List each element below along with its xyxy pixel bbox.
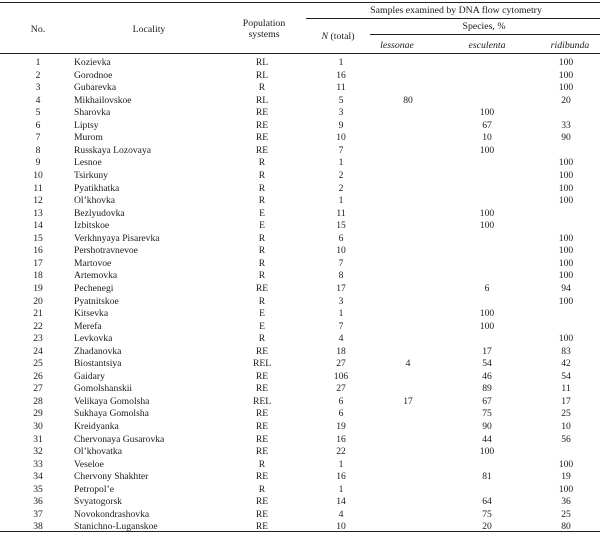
cell-n-total: 2 — [338, 182, 344, 194]
cell-no: 14 — [33, 220, 43, 232]
cell-n-total: 16 — [336, 69, 346, 81]
cell-locality: Tsirkuny — [74, 169, 108, 181]
cell-n-total: 7 — [338, 320, 344, 332]
cell-no: 32 — [33, 446, 43, 458]
cell-locality: Velikaya Gomolsha — [74, 395, 150, 407]
cell-system: R — [258, 245, 266, 257]
cell-system: RE — [255, 433, 269, 445]
cell-n-total: 19 — [336, 421, 346, 432]
cell-no: 13 — [33, 207, 43, 219]
cell-ridibunda: 100 — [558, 295, 574, 307]
cell-ridibunda: 100 — [558, 483, 574, 495]
cell-ridibunda: 11 — [561, 383, 571, 395]
cell-esculenta: 10 — [482, 132, 492, 144]
cell-n-total: 6 — [338, 232, 344, 244]
cell-n-total: 10 — [336, 521, 346, 533]
cell-no: 15 — [33, 232, 43, 244]
cell-locality: Ol’khovatka — [74, 446, 122, 458]
cell-locality: Bezlyudovka — [74, 207, 125, 219]
cell-no: 20 — [33, 295, 43, 307]
cell-ridibunda: 80 — [561, 521, 571, 533]
species-header-rule — [370, 34, 600, 35]
cell-esculenta: 100 — [479, 308, 495, 319]
cell-no: 5 — [35, 107, 41, 119]
cell-n-total: 27 — [336, 383, 346, 395]
cell-esculenta: 100 — [479, 107, 495, 119]
cell-locality: Verkhnyaya Pisarevka — [74, 232, 160, 244]
cell-n-total: 3 — [338, 107, 344, 119]
cell-esculenta: 64 — [482, 496, 492, 508]
cell-locality: Stanichno-Luganskoe — [74, 521, 158, 533]
cell-esculenta: 100 — [479, 144, 495, 156]
header-population-systems-line1: Population — [242, 18, 286, 29]
cell-ridibunda: 42 — [561, 358, 571, 370]
cell-ridibunda: 100 — [558, 169, 574, 181]
cell-ridibunda: 25 — [561, 408, 571, 420]
cell-no: 21 — [33, 308, 43, 319]
cell-ridibunda: 90 — [561, 132, 571, 144]
cell-no: 33 — [33, 458, 43, 470]
cell-n-total: 10 — [336, 132, 346, 144]
cell-no: 7 — [35, 132, 41, 144]
cell-esculenta: 100 — [479, 220, 495, 232]
cell-system: RE — [255, 282, 269, 294]
cell-ridibunda: 33 — [561, 119, 571, 131]
cell-locality: Chervony Shakhter — [74, 471, 149, 483]
cell-locality: Svyatogorsk — [74, 496, 122, 508]
cell-n-total: 3 — [338, 295, 344, 307]
cell-n-total: 16 — [336, 471, 346, 483]
cell-no: 3 — [35, 82, 41, 94]
cell-system: R — [258, 157, 266, 169]
cell-system: R — [258, 232, 266, 244]
cell-n-total: 27 — [336, 358, 346, 370]
cell-system: RE — [255, 508, 269, 520]
cell-system: RE — [255, 446, 269, 458]
cell-system: R — [258, 82, 266, 94]
cell-system: RL — [255, 94, 269, 106]
cell-locality: Martovoe — [74, 257, 112, 269]
cell-system: RE — [255, 408, 269, 420]
cell-no: 23 — [33, 333, 43, 345]
cell-no: 36 — [33, 496, 43, 508]
cell-locality: Levkovka — [74, 333, 113, 345]
cell-system: R — [258, 295, 266, 307]
cell-locality: Gaidary — [74, 370, 105, 382]
cell-no: 16 — [33, 245, 43, 257]
cell-esculenta: 17 — [482, 345, 492, 357]
cell-locality: Kreidyanka — [74, 421, 119, 432]
header-population-systems-line2: systems — [248, 29, 280, 40]
cell-ridibunda: 100 — [558, 270, 574, 282]
cell-ridibunda: 100 — [558, 333, 574, 345]
cell-n-total: 17 — [336, 282, 346, 294]
cell-no: 35 — [33, 483, 43, 495]
cell-no: 19 — [33, 282, 43, 294]
cell-esculenta: 67 — [482, 395, 492, 407]
cell-ridibunda: 100 — [558, 157, 574, 169]
cell-ridibunda: 19 — [561, 471, 571, 483]
cell-ridibunda: 100 — [558, 232, 574, 244]
cell-locality: Liptsy — [74, 119, 99, 131]
cell-system: R — [258, 270, 266, 282]
cell-system: E — [259, 308, 265, 319]
cell-no: 6 — [35, 119, 41, 131]
header-samples-title: Samples examined by DNA flow cytometry — [370, 5, 542, 16]
cell-esculenta: 90 — [482, 421, 492, 432]
cell-esculenta: 75 — [482, 508, 492, 520]
cell-n-total: 11 — [336, 82, 346, 94]
cell-ridibunda: 17 — [561, 395, 571, 407]
cell-no: 25 — [33, 358, 43, 370]
cell-locality: Murom — [74, 132, 103, 144]
cell-no: 22 — [33, 320, 43, 332]
cell-locality: Merefa — [74, 320, 102, 332]
cell-n-total: 6 — [338, 395, 344, 407]
cell-no: 9 — [35, 157, 41, 169]
cell-ridibunda: 100 — [558, 458, 574, 470]
cell-locality: Novokondrashovka — [74, 508, 150, 520]
cell-locality: Russkaya Lozovaya — [74, 144, 151, 156]
cell-esculenta: 6 — [484, 282, 490, 294]
cell-lessonae: 80 — [403, 94, 413, 106]
cell-ridibunda: 56 — [561, 433, 571, 445]
cell-no: 4 — [35, 94, 41, 106]
cell-esculenta: 54 — [482, 358, 492, 370]
cell-n-total: 5 — [338, 94, 344, 106]
cell-ridibunda: 100 — [558, 69, 574, 81]
cell-n-total: 7 — [338, 257, 344, 269]
cell-system: RE — [255, 496, 269, 508]
cell-n-total: 9 — [338, 119, 344, 131]
cell-system: RE — [255, 521, 269, 533]
cell-no: 10 — [33, 169, 43, 181]
cell-esculenta: 100 — [479, 207, 495, 219]
cell-no: 27 — [33, 383, 43, 395]
cell-n-total: 18 — [336, 345, 346, 357]
cell-system: E — [259, 320, 265, 332]
cell-no: 18 — [33, 270, 43, 282]
cell-esculenta: 100 — [479, 320, 495, 332]
cell-n-total: 1 — [338, 57, 344, 68]
cell-system: RE — [255, 471, 269, 483]
cell-n-total: 1 — [338, 483, 344, 495]
cell-system: R — [258, 483, 266, 495]
cell-ridibunda: 20 — [561, 94, 571, 106]
cell-n-total: 8 — [338, 270, 344, 282]
cell-ridibunda: 25 — [561, 508, 571, 520]
cell-system: REL — [252, 395, 272, 407]
cell-system: R — [258, 257, 266, 269]
cell-ridibunda: 100 — [558, 245, 574, 257]
cell-ridibunda: 83 — [561, 345, 571, 357]
cell-locality: Pershotravnevoe — [74, 245, 138, 257]
header-n-total-symbol: N — [321, 31, 329, 42]
cell-system: RE — [255, 132, 269, 144]
cell-esculenta: 20 — [482, 521, 492, 533]
cell-ridibunda: 94 — [561, 282, 571, 294]
header-ridibunda: ridibunda — [550, 40, 590, 51]
cell-no: 2 — [35, 69, 41, 81]
header-lessonae: lessonae — [380, 40, 414, 51]
cell-system: RE — [255, 107, 269, 119]
cell-ridibunda: 100 — [558, 195, 574, 207]
cell-locality: Chervonaya Gusarovka — [74, 433, 165, 445]
cell-ridibunda: 10 — [561, 421, 571, 432]
header-species-pct: Species, % — [462, 21, 506, 32]
cell-n-total: 4 — [338, 333, 344, 345]
header-esculenta: esculenta — [468, 40, 506, 51]
table-top-rule — [0, 2, 600, 3]
cell-locality: Gorodnoe — [74, 69, 113, 81]
cell-n-total: 106 — [333, 370, 349, 382]
cell-system: R — [258, 333, 266, 345]
cell-system: RE — [255, 370, 269, 382]
cell-locality: Veseloe — [74, 458, 104, 470]
cell-ridibunda: 100 — [558, 257, 574, 269]
cell-n-total: 1 — [338, 458, 344, 470]
cell-n-total: 1 — [338, 308, 344, 319]
cell-system: R — [258, 195, 266, 207]
cell-ridibunda: 36 — [561, 496, 571, 508]
cell-locality: Mikhailovskoe — [74, 94, 132, 106]
cell-ridibunda: 100 — [558, 182, 574, 194]
cell-system: RE — [255, 119, 269, 131]
cell-system: E — [259, 207, 265, 219]
cell-no: 38 — [33, 521, 43, 533]
cell-n-total: 15 — [336, 220, 346, 232]
cell-ridibunda: 54 — [561, 370, 571, 382]
cell-no: 12 — [33, 195, 43, 207]
cell-system: RL — [255, 57, 269, 68]
cell-system: R — [258, 169, 266, 181]
cell-no: 34 — [33, 471, 43, 483]
cell-locality: Pyatnitskoe — [74, 295, 119, 307]
header-locality: Locality — [132, 24, 166, 35]
samples-header-rule — [306, 18, 600, 19]
cell-locality: Sharovka — [74, 107, 111, 119]
header-no: No. — [30, 24, 46, 35]
cell-locality: Pyatikhatka — [74, 182, 120, 194]
cell-n-total: 1 — [338, 195, 344, 207]
cell-n-total: 10 — [336, 245, 346, 257]
cell-esculenta: 44 — [482, 433, 492, 445]
cell-n-total: 7 — [338, 144, 344, 156]
cell-esculenta: 89 — [482, 383, 492, 395]
cell-locality: Kozievka — [74, 57, 111, 68]
cell-system: RE — [255, 421, 269, 432]
cell-no: 26 — [33, 370, 43, 382]
header-n-total — [322, 31, 355, 42]
cell-lessonae: 17 — [403, 395, 413, 407]
cell-system: E — [259, 220, 265, 232]
cell-no: 8 — [35, 144, 41, 156]
cell-n-total: 4 — [338, 508, 344, 520]
cell-locality: Zhadanovka — [74, 345, 122, 357]
cell-locality: Sukhaya Gomolsha — [74, 408, 149, 420]
cell-n-total: 11 — [336, 207, 346, 219]
cell-system: R — [258, 458, 266, 470]
cell-esculenta: 46 — [482, 370, 492, 382]
cell-esculenta: 75 — [482, 408, 492, 420]
cell-ridibunda: 100 — [558, 82, 574, 94]
cell-n-total: 22 — [336, 446, 346, 458]
cell-system: RL — [255, 69, 269, 81]
cell-esculenta: 100 — [479, 446, 495, 458]
cell-locality: Lesnoe — [74, 157, 102, 169]
cell-esculenta: 81 — [482, 471, 492, 483]
cell-n-total: 6 — [338, 408, 344, 420]
cell-locality: Artemovka — [74, 270, 118, 282]
cell-no: 11 — [33, 182, 43, 194]
cell-locality: Gubarevka — [74, 82, 117, 94]
cell-locality: Izbitskoe — [74, 220, 110, 232]
cell-system: RE — [255, 144, 269, 156]
cell-ridibunda: 100 — [558, 57, 574, 68]
header-n-total-text: (total) — [330, 31, 355, 42]
cell-no: 30 — [33, 421, 43, 432]
cell-n-total: 14 — [336, 496, 346, 508]
cell-n-total: 1 — [338, 157, 344, 169]
cell-system: RE — [255, 383, 269, 395]
cell-no: 28 — [33, 395, 43, 407]
cell-no: 29 — [33, 408, 43, 420]
cell-no: 17 — [33, 257, 43, 269]
cell-lessonae: 4 — [405, 358, 411, 370]
header-bottom-rule — [0, 53, 600, 54]
cell-n-total: 2 — [338, 169, 344, 181]
cell-no: 24 — [33, 345, 43, 357]
cell-system: R — [258, 182, 266, 194]
cell-locality: Pechenegi — [74, 282, 114, 294]
cell-locality: Kitsevka — [74, 308, 109, 319]
cell-no: 1 — [35, 57, 41, 68]
cell-locality: Ol’khovka — [74, 195, 116, 207]
cell-locality: Biostantsiya — [74, 358, 122, 370]
cell-system: REL — [252, 358, 272, 370]
cell-no: 37 — [33, 508, 43, 520]
cell-locality: Petropol’e — [74, 483, 114, 495]
cell-n-total: 16 — [336, 433, 346, 445]
cell-locality: Gomolshanskii — [74, 383, 133, 395]
cell-system: RE — [255, 345, 269, 357]
cell-no: 31 — [33, 433, 43, 445]
cell-esculenta: 67 — [482, 119, 492, 131]
